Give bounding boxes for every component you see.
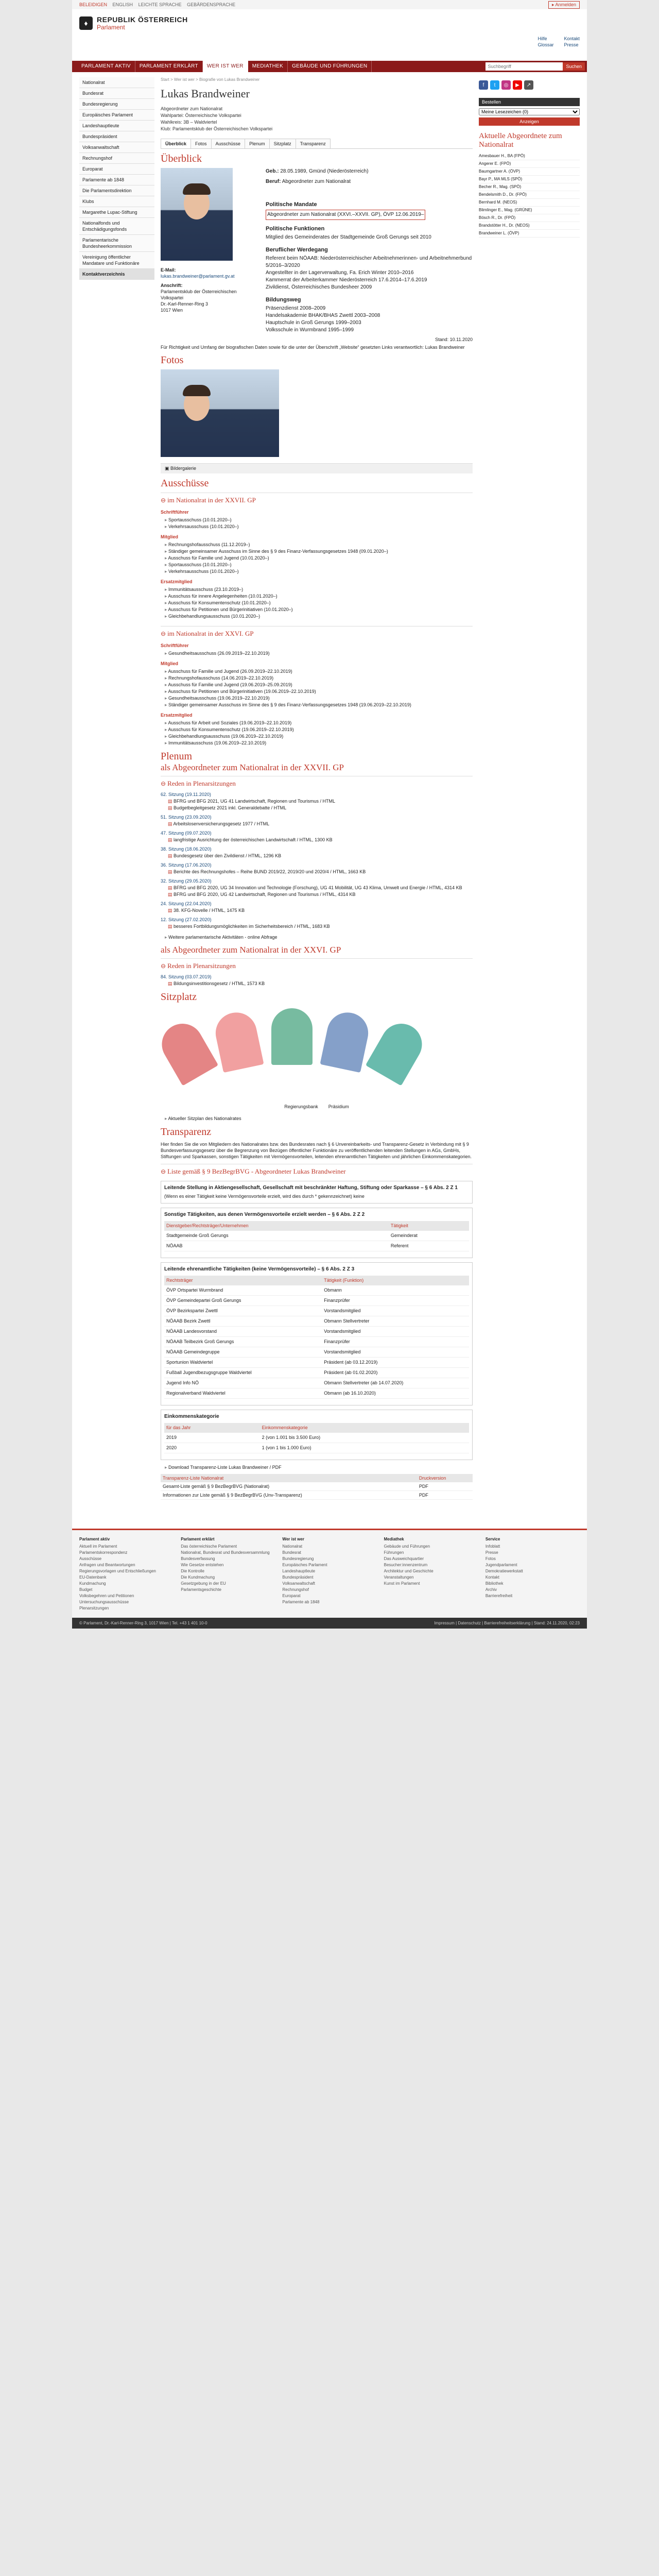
eagle-icon: ♦ xyxy=(79,16,93,30)
seatplan-link[interactable]: ▸ Aktueller Sitzplan des Nationalrates xyxy=(165,1115,473,1122)
cell: Finanzprüfer xyxy=(322,1296,469,1306)
birth-label: Geb.: xyxy=(266,168,279,174)
committee-item[interactable]: ▸ Ausschuss für Konsumentenschutz (10.01.2020–) xyxy=(165,600,473,606)
tab-fotos[interactable]: Fotos xyxy=(190,139,212,148)
functions-value: Mitglied des Gemeinderates der Stadtgemeinde Groß Gerungs seit 2010 xyxy=(266,234,431,240)
speech-doc[interactable]: ▤ Budgetbegleitgesetz 2021 inkl. Generaldebatte / HTML xyxy=(168,805,473,811)
leftnav-item[interactable]: Margarethe Lupac-Stiftung xyxy=(79,207,154,218)
leftnav-item[interactable]: Landeshauptleute xyxy=(79,121,154,131)
committee-item[interactable]: ▸ Ständiger gemeinsamer Ausschuss im Sinne des § 9 des Finanz-Verfassungsgesetzes 1948 (19.06.2019–22.10.2019) xyxy=(165,702,473,708)
session-link[interactable]: 84. Sitzung (03.07.2019) xyxy=(161,974,212,979)
search-input[interactable] xyxy=(485,62,563,71)
footer-link[interactable]: Kontakt xyxy=(485,1575,499,1580)
collapsible-reden[interactable]: ⊖ Reden in Plenarsitzungen xyxy=(161,776,473,789)
nav-wer-ist-wer[interactable]: WER IST WER xyxy=(203,61,248,72)
member-link[interactable]: Bayr P., MA MLS (SPÖ) xyxy=(479,176,580,183)
footer-link[interactable]: Nationalrat xyxy=(282,1544,303,1549)
cell: Fußball Jugendbezugsgruppe Waldviertel xyxy=(164,1368,322,1378)
cell: Regionalverband Waldviertel xyxy=(164,1388,322,1399)
cell: Obmann Stellvertreter xyxy=(322,1316,469,1327)
footer-link[interactable]: Demokratiewerkstatt xyxy=(485,1569,523,1573)
table-row xyxy=(164,1337,469,1347)
footer-column xyxy=(79,1536,174,1612)
footer-link[interactable]: Kunst im Parlament xyxy=(384,1581,420,1586)
leading-positions-box: Leitende Stellung in Aktiengesellschaft, Gesellschaft mit beschränkter Haftung, Stiftung oder Sparkasse – § 6 Abs. 2 Z 1 (Wenn es einer Tätigkeit keine Vermögensvorteile erzielt, wird dies durch * gekennzeichnet) keine xyxy=(161,1181,473,1204)
address-line: 1017 Wien xyxy=(161,308,183,313)
responsibility-note: Für Richtigkeit und Umfang der biografischen Daten sowie für die unter der Überschrift „Website“ gesetzten Links verantwortlich: Lukas Brandweiner xyxy=(161,345,465,350)
table-row: Stadtgemeinde Groß Gerungs Gemeinderat xyxy=(164,1231,469,1241)
committee-item[interactable]: ▸ Verkehrsausschuss (10.01.2020–) xyxy=(165,523,473,530)
footer-heading: Mediathek xyxy=(384,1537,404,1541)
nav-parlament-aktiv[interactable]: PARLAMENT AKTIV xyxy=(77,61,135,72)
footer-link[interactable]: Budget xyxy=(79,1587,93,1592)
seat-plan xyxy=(161,1007,473,1100)
leftnav-item[interactable]: Europarat xyxy=(79,164,154,175)
footer-link[interactable]: Archiv xyxy=(485,1587,497,1592)
role-label: Schriftführer xyxy=(161,643,189,648)
leftnav-item[interactable]: Nationalrat xyxy=(79,77,154,88)
section-title: Transparenz xyxy=(161,1126,212,1138)
cell: Präsident (ab 03.12.2019) xyxy=(322,1358,469,1368)
session-link[interactable]: 38. Sitzung (18.06.2020) xyxy=(161,846,212,852)
member-link[interactable]: Amesbauer H., BA (FPÖ) xyxy=(479,152,580,160)
session-link[interactable]: 32. Sitzung (29.05.2020) xyxy=(161,878,212,884)
seat-block xyxy=(212,1009,264,1073)
speech-doc[interactable]: ▤ langfristige Ausrichtung der österreichischen Landwirtschaft / HTML, 1300 KB xyxy=(168,837,473,843)
footer-link[interactable]: Wie Gesetze entstehen xyxy=(181,1563,224,1567)
role-label: Mitglied xyxy=(161,661,178,666)
session-link[interactable]: 12. Sitzung (27.02.2020) xyxy=(161,917,212,922)
seat-block xyxy=(271,1008,313,1065)
help-link[interactable]: Hilfe xyxy=(537,36,547,41)
collapsible-gp26[interactable]: ⊖ im Nationalrat in der XXVI. GP xyxy=(161,626,473,639)
committee-item[interactable]: ▸ Ausschuss für Petitionen und Bürgerinitiativen (19.06.2019–22.10.2019) xyxy=(165,688,473,695)
section-title: Fotos xyxy=(161,354,184,366)
footer-link[interactable]: Bundesrat xyxy=(282,1550,301,1555)
table-row: 2020 1 (von 1 bis 1.000 Euro) xyxy=(164,1443,469,1453)
session-link[interactable]: 51. Sitzung (23.09.2020) xyxy=(161,815,212,820)
footer-link[interactable]: Bundesregierung xyxy=(282,1556,314,1561)
committee-item[interactable]: ▸ Ausschuss für innere Angelegenheiten (10.01.2020–) xyxy=(165,593,473,600)
footer-link[interactable]: Anfragen und Beantwortungen xyxy=(79,1563,135,1567)
speech-doc[interactable]: ▤ BFRG und BFG 2020, UG 42 Landwirtschaft, Regionen und Tourismus / HTML, 4314 KB xyxy=(168,891,473,898)
leftnav-item[interactable]: Rechnungshof xyxy=(79,153,154,164)
contact-link[interactable]: Kontakt xyxy=(564,36,580,41)
footer-link[interactable]: Besucher:innenzentrum xyxy=(384,1563,428,1567)
email-label: E-Mail: xyxy=(161,267,176,273)
member-link[interactable]: Bösch R., Dr. (FPÖ) xyxy=(479,214,580,222)
committee-item[interactable]: ▸ Sportausschuss (10.01.2020–) xyxy=(165,562,473,568)
tab-ausschuesse[interactable]: Ausschüsse xyxy=(211,139,246,148)
table-row: NÖAAB Referent xyxy=(164,1241,469,1251)
cell: Präsident (ab 01.02.2020) xyxy=(322,1368,469,1378)
logo[interactable] xyxy=(79,15,580,31)
footer-column xyxy=(282,1536,376,1612)
cell: Jugend Info NÖ xyxy=(164,1378,322,1388)
committee-item[interactable]: ▸ Ausschuss für Familie und Jugend (26.09.2019–22.10.2019) xyxy=(165,668,473,675)
leftnav-item[interactable]: Die Parlamentsdirektion xyxy=(79,185,154,196)
cell: NÖAAB Gemeindegruppe xyxy=(164,1347,322,1358)
career-item: Angestellter in der Lagerverwaltung, Fa. Erich Winter 2010–2016 xyxy=(266,270,414,276)
header xyxy=(72,9,587,61)
footer-link[interactable]: Ausschüsse xyxy=(79,1556,102,1561)
table-row xyxy=(164,1316,469,1327)
instagram-icon[interactable]: ◎ xyxy=(501,80,511,90)
education-heading: Bildungsweg xyxy=(266,297,301,303)
footer-link[interactable]: EU-Datenbank xyxy=(79,1575,107,1580)
member-link[interactable]: Blimlinger E., Mag. (GRÜNE) xyxy=(479,207,580,214)
education-item: Präsenzdienst 2008–2009 xyxy=(266,306,326,311)
footer-link[interactable]: Europarat xyxy=(282,1594,301,1598)
footer-link[interactable]: Plenarsitzungen xyxy=(79,1606,109,1611)
tab-ueberblick[interactable]: Überblick xyxy=(161,139,191,148)
tab-sitzplatz[interactable]: Sitzplatz xyxy=(269,139,296,148)
cell: NÖAAB Landesvorstand xyxy=(164,1327,322,1337)
seat-block xyxy=(366,1016,429,1086)
footer-link[interactable]: Rechnungshof xyxy=(282,1587,309,1592)
career-item: Referent beim NÖAAB: Niederösterreichischer Arbeitnehmerinnen- und Arbeitnehmerbund 5/2016–3/2020 xyxy=(266,256,472,268)
seat-block xyxy=(320,1009,372,1073)
leftnav-item[interactable]: Kontaktverzeichnis xyxy=(79,269,154,280)
logo-title: REPUBLIK ÖSTERREICH xyxy=(97,15,188,24)
cell: Vorstandsmitglied xyxy=(322,1327,469,1337)
stand-date: Stand: 10.11.2020 xyxy=(435,337,473,342)
footer-link[interactable]: Die Kundmachung xyxy=(181,1575,215,1580)
committee-item[interactable]: ▸ Verkehrsausschuss (10.01.2020–) xyxy=(165,568,473,575)
table-row xyxy=(164,1378,469,1388)
committee-item[interactable]: ▸ Ausschuss für Arbeit und Soziales (19.06.2019–22.10.2019) xyxy=(165,720,473,726)
utility-links xyxy=(79,2,239,7)
cell: ÖVP Gemeindepartei Groß Gerungs xyxy=(164,1296,322,1306)
footer-link[interactable]: Volksanwaltschaft xyxy=(282,1581,315,1586)
footer-heading: Wer ist wer xyxy=(282,1537,304,1541)
career-heading: Beruflicher Werdegang xyxy=(266,247,328,253)
section-title: Überblick xyxy=(161,153,202,164)
section-title: Ausschüsse xyxy=(161,478,209,489)
member-meta xyxy=(161,106,473,132)
search xyxy=(485,62,587,71)
cell: NÖAAB Bezirk Zwettl xyxy=(164,1316,322,1327)
member-link[interactable]: Brandweiner L. (ÖVP) xyxy=(479,230,580,238)
footer-link[interactable]: Fotos xyxy=(485,1556,496,1561)
share-icon[interactable]: ↗ xyxy=(524,80,533,90)
leftnav-item[interactable]: Europäisches Parlament xyxy=(79,110,154,121)
birth-value: 28.05.1989, Gmünd (Niederösterreich) xyxy=(280,168,369,174)
committee-item[interactable]: ▸ Gesundheitsausschuss (26.09.2019–22.10.2019) xyxy=(165,650,473,657)
login-icon: ▸ xyxy=(551,2,556,7)
footer-link[interactable]: Presse xyxy=(485,1550,498,1555)
collapsible-reden-26[interactable]: ⊖ Reden in Plenarsitzungen xyxy=(161,958,473,971)
cell: Finanzprüfer xyxy=(322,1337,469,1347)
footer-column xyxy=(384,1536,478,1612)
leftnav-item[interactable]: Bundespräsident xyxy=(79,131,154,142)
facebook-icon[interactable]: f xyxy=(479,80,488,90)
image-icon: ▣ xyxy=(165,466,171,471)
cell: ÖVP Bezirkspartei Zwettl xyxy=(164,1306,322,1316)
footer-link[interactable]: Untersuchungsausschüsse xyxy=(79,1600,129,1604)
collapsible-gp27[interactable]: ⊖ im Nationalrat in der XXVII. GP xyxy=(161,493,473,505)
table-row: Informationen zur Liste gemäß § 9 BezBegrBVG (Unv-Transparenz) PDF xyxy=(161,1491,473,1500)
table-row xyxy=(164,1327,469,1337)
tabs xyxy=(161,139,473,149)
career-item: Kammerrat der Arbeiterkammer Niederösterreich 17.6.2014–17.6.2019 xyxy=(266,277,427,283)
search-button[interactable]: Suchen xyxy=(563,62,585,71)
cell: Obmann (ab 16.10.2020) xyxy=(322,1388,469,1399)
seat-block xyxy=(154,1016,218,1086)
member-link[interactable]: Bendelsmith D., Dr. (FPÖ) xyxy=(479,191,580,199)
main-nav xyxy=(72,61,587,72)
glossary-link[interactable]: Glossar xyxy=(537,42,554,47)
speech-doc[interactable]: ▤ BFRG und BFG 2021, UG 41 Landwirtschaft, Regionen und Tourismus / HTML xyxy=(168,798,473,805)
committee-item[interactable]: ▸ Ausschuss für Familie und Jugend (19.06.2019–25.09.2019) xyxy=(165,682,473,688)
speech-doc[interactable]: ▤ 38. KFG-Novelle / HTML, 1475 KB xyxy=(168,907,473,914)
portrait-photo xyxy=(161,168,233,261)
cell: ÖVP Ortspartei Wurmbrand xyxy=(164,1285,322,1296)
breadcrumb: Start > Wer ist wer > Biografie von Lukas Brandweiner xyxy=(161,77,260,82)
footer-link[interactable]: Parlamente ab 1848 xyxy=(282,1600,320,1604)
footer-link[interactable]: Landeshauptleute xyxy=(282,1569,316,1573)
session-link[interactable]: 24. Sitzung (22.04.2020) xyxy=(161,901,212,906)
speech-doc[interactable]: ▤ Bildungsinvestitionsgesetz / HTML, 1573 KB xyxy=(168,980,473,987)
footer-link[interactable]: Gesetzgebung in der EU xyxy=(181,1581,226,1586)
press-link[interactable]: Presse xyxy=(564,42,579,47)
functions-heading: Politische Funktionen xyxy=(266,226,325,232)
footer-link[interactable]: Architektur und Geschichte xyxy=(384,1569,433,1573)
footer-link[interactable]: Bibliothek xyxy=(485,1581,504,1586)
job-value: Abgeordneter zum Nationalrat xyxy=(282,179,351,184)
table-row xyxy=(164,1296,469,1306)
footer-link[interactable]: Parlamentsgeschichte xyxy=(181,1587,221,1592)
committee-item[interactable]: ▸ Immunitätsausschuss (19.06.2019–22.10.2019) xyxy=(165,740,473,747)
footer-link[interactable]: Die Kontrolle xyxy=(181,1569,205,1573)
right-sidebar xyxy=(479,72,587,238)
cell: Sportunion Waldviertel xyxy=(164,1358,322,1368)
nav-parlament-erklaert[interactable]: PARLAMENT ERKLÄRT xyxy=(135,61,203,72)
committee-item[interactable]: ▸ Gleichbehandlungsausschuss (19.06.2019–22.10.2019) xyxy=(165,733,473,740)
social-icons xyxy=(479,80,580,90)
footer-heading: Parlament erklärt xyxy=(181,1537,215,1541)
role-label: Ersatzmitglied xyxy=(161,579,193,584)
session-link[interactable]: 36. Sitzung (17.06.2020) xyxy=(161,862,212,868)
footer-column xyxy=(485,1536,580,1612)
government-bench-label: Regierungsbank xyxy=(284,1104,318,1109)
member-link[interactable]: Angerer E. (FPÖ) xyxy=(479,160,580,168)
leftnav-item[interactable]: Volksanwaltschaft xyxy=(79,142,154,153)
leftnav-item[interactable]: Bundesregierung xyxy=(79,99,154,110)
gallery-photo[interactable] xyxy=(161,369,279,457)
session-list xyxy=(161,792,473,930)
committee-item[interactable]: ▸ Rechnungshofausschuss (11.12.2019–) xyxy=(165,541,473,548)
table-row xyxy=(164,1306,469,1316)
tab-plenum[interactable]: Plenum xyxy=(245,139,270,148)
member-link[interactable]: Brandstötter H., Dr. (NEOS) xyxy=(479,222,580,230)
role-label: Ersatzmitglied xyxy=(161,713,193,718)
footer-link[interactable]: Das österreichische Parlament xyxy=(181,1544,237,1549)
committee-item[interactable]: ▸ Ausschuss für Petitionen und Bürgerinitiativen (10.01.2020–) xyxy=(165,606,473,613)
footer-link[interactable]: Bundesverfassung xyxy=(181,1556,215,1561)
footer-link[interactable]: Barrierefreiheit xyxy=(485,1594,513,1598)
committee-item[interactable]: ▸ Gleichbehandlungsausschuss (10.01.2020–) xyxy=(165,613,473,620)
honorary-activities-box: Leitende ehrenamtliche Tätigkeiten (keine Vermögensvorteile) – § 6 Abs. 2 Z 3 Rechtsträger Tätigkeit (Funktion) ÖVP Ortspartei Wurmbrand Obmann ÖVP Gemeindepartei Groß Gerungs Finanzprüfer ÖVP Bezirkspartei Zwettl Vorstandsmitglied NÖAAB Bezirk Zwettl Obmann Stellvertreter NÖAAB Landesvorstand Vorstandsmitglied NÖAAB Teilbezirk Groß Gerungs Finanzprüfer NÖAAB Gemeindegruppe Vorstandsmitglied Sportunion Waldviertel Präsident (ab 03.12.2019) Fußball Jugendbezugsgruppe Waldviertel Präsident (ab 01.02.2020) Jugend Info NÖ Obmann Stellvertreter (ab 14.07.2020) Regionalverband Waldviertel Obmann (ab 16.10.2020) xyxy=(161,1262,473,1405)
committee-item[interactable]: ▸ Gesundheitsausschuss (19.06.2019–22.10.2019) xyxy=(165,695,473,702)
speech-doc[interactable]: ▤ besseres Fortbildungsmöglichkeiten im Sicherheitsbereich / HTML, 1683 KB xyxy=(168,923,473,930)
member-link[interactable]: Becher R., Mag. (SPÖ) xyxy=(479,183,580,191)
session-link[interactable]: 47. Sitzung (09.07.2020) xyxy=(161,831,212,836)
leftnav-item[interactable]: Parlamentarische Bundesheerkommission xyxy=(79,235,154,252)
footer-link[interactable]: Regierungsvorlagen und Entschließungen xyxy=(79,1569,156,1573)
page xyxy=(72,0,587,1629)
footer-link[interactable]: Das Ausweichquartier xyxy=(384,1556,424,1561)
sidebar-title: Aktuelle Abgeordnete zum Nationalrat xyxy=(479,132,562,149)
footer-link[interactable]: Volksbegehren und Petitionen xyxy=(79,1594,134,1598)
footer-link[interactable]: Gebäude und Führungen xyxy=(384,1544,430,1549)
header-links xyxy=(537,36,580,47)
leftnav-item[interactable]: Klubs xyxy=(79,196,154,207)
address-line: Dr.-Karl-Renner-Ring 3 xyxy=(161,301,209,307)
show-button[interactable]: Anzeigen xyxy=(479,117,580,126)
download-link[interactable]: ▸ Download Transparenz-Liste Lukas Brandweiner / PDF xyxy=(165,1464,473,1471)
cell: Obmann Stellvertreter (ab 14.07.2020) xyxy=(322,1378,469,1388)
cell: Obmann xyxy=(322,1285,469,1296)
youtube-icon[interactable]: ▶ xyxy=(513,80,522,90)
cell: Vorstandsmitglied xyxy=(322,1306,469,1316)
committee-item[interactable]: ▸ Ständiger gemeinsamer Ausschuss im Sinne des § 9 des Finanz-Verfassungsgesetzes 1948 (09.01.2020–) xyxy=(165,548,473,555)
footer-link[interactable]: Europäisches Parlament xyxy=(282,1563,327,1567)
footer-column xyxy=(181,1536,275,1612)
footer-link[interactable]: Bundespräsident xyxy=(282,1575,314,1580)
career-item: Zivildienst, Österreichisches Bundesheer 2009 xyxy=(266,284,372,290)
footer-link[interactable]: Kundmachung xyxy=(79,1581,106,1586)
speech-doc[interactable]: ▤ Arbeitslosenversicherungsgesetz 1977 / HTML xyxy=(168,821,473,827)
footer-heading: Parlament aktiv xyxy=(79,1537,110,1541)
other-activities-box: Sonstige Tätigkeiten, aus denen Vermögensvorteile erzielt werden – § 6 Abs. 2 Z 2 Dienstgeber/Rechtsträger/Unternehmen Tätigkeit Stadtgemeinde Groß Gerungs Gemeinderat NÖAAB Referent xyxy=(161,1208,473,1258)
committee-item[interactable]: ▸ Ausschuss für Familie und Jugend (10.01.2020–) xyxy=(165,555,473,562)
meta-line: Abgeordneter zum Nationalrat xyxy=(161,106,223,111)
twitter-icon[interactable]: t xyxy=(490,80,499,90)
more-activities-link[interactable]: ▸ Weitere parlamentarische Aktivitäten - online Abfrage xyxy=(165,934,473,941)
presidium-label: Präsidium xyxy=(328,1104,349,1109)
collapsible-liste[interactable]: ⊖ Liste gemäß § 9 BezBegrBVG - Abgeordneter Lukas Brandweiner xyxy=(161,1164,473,1177)
address-line: Parlamentsklub der Österreichischen Volkspartei xyxy=(161,289,237,300)
meta-line: Wahlpartei: Österreichische Volkspartei xyxy=(161,113,241,118)
tab-transparenz[interactable]: Transparenz xyxy=(296,139,331,148)
meta-line: Klub: Parlamentsklub der Österreichischen Volkspartei xyxy=(161,126,273,131)
leftnav-item[interactable]: Vereinigung öffentlicher Mandatare und Funktionäre xyxy=(79,252,154,269)
role-label: Schriftführer xyxy=(161,510,189,515)
cell: Vorstandsmitglied xyxy=(322,1347,469,1358)
leftnav-item[interactable]: Nationalfonds und Entschädigungsfonds xyxy=(79,218,154,235)
table-row xyxy=(164,1388,469,1399)
footer-link[interactable]: Jugendparlament xyxy=(485,1563,517,1567)
member-link[interactable]: Baumgartner A. (ÖVP) xyxy=(479,168,580,176)
education-item: Volksschule in Wurmbrand 1995–1999 xyxy=(266,327,354,333)
committee-item[interactable]: ▸ Immunitätsausschuss (23.10.2019–) xyxy=(165,586,473,593)
utility-link[interactable]: ENGLISH xyxy=(112,2,133,7)
footer-link[interactable]: Aktuell im Parlament xyxy=(79,1544,117,1549)
bookmark-box: Bestellen Meine Lesezeichen (0) Anzeigen xyxy=(479,98,580,126)
mandate-heading: Politische Mandate xyxy=(266,201,317,208)
main-content xyxy=(154,72,479,1508)
page-title: Lukas Brandweiner xyxy=(161,87,250,100)
member-list xyxy=(479,152,580,238)
speech-doc[interactable]: ▤ Bundesgesetz über den Zivildienst / HTML, 1296 KB xyxy=(168,853,473,859)
speech-doc[interactable]: ▤ BFRG und BFG 2020, UG 34 Innovation und Technologie (Forschung), UG 41 Mobilität, UG 43 Klima, Umwelt und Energie / HTML, 4314 KB xyxy=(168,885,473,891)
section-title: Sitzplatz xyxy=(161,991,197,1003)
utility-bar xyxy=(72,0,587,9)
education-item: Handelsakademie BHAK/BHAS Zwettl 2003–2008 xyxy=(266,313,380,318)
committee-item[interactable]: ▸ Ausschuss für Konsumentenschutz (19.06.2019–22.10.2019) xyxy=(165,726,473,733)
honorary-table: Rechtsträger Tätigkeit (Funktion) ÖVP Ortspartei Wurmbrand Obmann ÖVP Gemeindepartei Groß Gerungs Finanzprüfer ÖVP Bezirkspartei Zwettl Vorstandsmitglied NÖAAB Bezirk Zwettl Obmann Stellvertreter NÖAAB Landesvorstand Vorstandsmitglied NÖAAB Teilbezirk Groß Gerungs Finanzprüfer NÖAAB Gemeindegruppe Vorstandsmitglied Sportunion Waldviertel Präsident (ab 03.12.2019) Fußball Jugendbezugsgruppe Waldviertel Präsident (ab 01.02.2020) Jugend Info NÖ Obmann Stellvertreter (ab 14.07.2020) Regionalverband Waldviertel Obmann (ab 16.10.2020) xyxy=(164,1276,469,1399)
utility-link[interactable]: LEICHTE SPRACHE xyxy=(138,2,182,7)
leftnav-item[interactable]: Parlamente ab 1848 xyxy=(79,175,154,185)
download-table: Transparenz-Liste Nationalrat Druckversion Gesamt-Liste gemäß § 9 BezBegrBVG (Nationalrat) PDF Informationen zur Liste gemäß § 9 BezBegrBVG (Unv-Transparenz) PDF xyxy=(161,1474,473,1500)
transparency-text: Hier finden Sie die von Mitgliedern des Nationalrates bzw. des Bundesrates nach § 6 Unvereinbarkeits- und Transparenz-Gesetz in Verbindung mit § 9 Bundesverfassungsgesetz über die Begrenzung von Bezügen öffentlicher Funktionäre zu veröffentlichenden leitenden Stellungen in AGs, GmbHs, Stiftungen und Sparkassen, sonstigen Tätigkeiten mit Vermögensvorteilen, leitenden ehrenamtlichen Tätigkeiten und jährlichen Einkommenskategorien. xyxy=(161,1142,472,1159)
session-link[interactable]: 62. Sitzung (19.11.2020) xyxy=(161,792,211,797)
income-box: Einkommenskategorie für das Jahr Einkommenskategorie 2019 2 (von 1.001 bis 3.500 Euro) 2020 1 (von 1 bis 1.000 Euro) xyxy=(161,1410,473,1460)
committee-item[interactable]: ▸ Sportausschuss (10.01.2020–) xyxy=(165,517,473,523)
footer-link[interactable]: Nationalrat, Bundesrat und Bundesversammlung xyxy=(181,1550,270,1555)
footer-link[interactable]: Führungen xyxy=(384,1550,404,1555)
leftnav-item[interactable]: Bundesrat xyxy=(79,88,154,99)
logo-sub: Parlament xyxy=(97,24,125,31)
footer-link[interactable]: Veranstaltungen xyxy=(384,1575,414,1580)
table-row: Gesamt-Liste gemäß § 9 BezBegrBVG (Nationalrat) PDF xyxy=(161,1482,473,1491)
bookmark-select[interactable] xyxy=(479,108,580,115)
role-label: Mitglied xyxy=(161,534,178,539)
left-nav xyxy=(72,72,154,280)
meta-line: Wahlkreis: 3B – Waldviertel xyxy=(161,120,217,125)
table-row: 2019 2 (von 1.001 bis 3.500 Euro) xyxy=(164,1433,469,1443)
seat-legend xyxy=(161,1104,473,1109)
footer-link[interactable]: Parlamentskorrespondenz xyxy=(79,1550,128,1555)
nav-mediathek[interactable]: MEDIATHEK xyxy=(248,61,288,72)
footer-heading: Service xyxy=(485,1537,500,1541)
gallery-link[interactable]: ▣ Bildergalerie xyxy=(161,463,473,473)
table-row xyxy=(164,1368,469,1378)
bottom-bar: © Parlament, Dr.-Karl-Renner-Ring 3, 1017 Wien | Tel. +43 1 401 10-0 Impressum | Datenschutz | Barrierefreiheitserklärung | Stand: 24.11.2020, 02:23 xyxy=(72,1618,587,1629)
section-subtitle: als Abgeordneter zum Nationalrat in der XXVI. GP xyxy=(161,945,341,955)
nav-gebaeude[interactable]: GEBÄUDE UND FÜHRUNGEN xyxy=(288,61,372,72)
login-link[interactable]: ▸ Anmelden xyxy=(548,1,580,9)
section-title: Plenum als Abgeordneter zum Nationalrat in der XXVII. GP xyxy=(161,751,344,772)
cell: NÖAAB Teilbezirk Groß Gerungs xyxy=(164,1337,322,1347)
utility-link[interactable]: GEBÄRDENSPRACHE xyxy=(187,2,236,7)
committee-item[interactable]: ▸ Rechnungshofausschuss (14.06.2019–22.10.2019) xyxy=(165,675,473,682)
footer xyxy=(72,1529,587,1618)
address-label: Anschrift: xyxy=(161,283,183,288)
table-row xyxy=(164,1358,469,1368)
education-item: Hauptschule in Groß Gerungs 1999–2003 xyxy=(266,320,361,326)
speech-doc[interactable]: ▤ Berichte des Rechnungshofes – Reihe BUND 2019/22, 2019/20 und 2020/4 / HTML, 1663 KB xyxy=(168,869,473,875)
member-link[interactable]: Bernhard M. (NEOS) xyxy=(479,199,580,207)
mandate-value: Abgeordneter zum Nationalrat (XXVI.–XXVII. GP), ÖVP 12.06.2019– xyxy=(266,210,425,220)
footer-link[interactable]: Infoblatt xyxy=(485,1544,500,1549)
email-link[interactable]: lukas.brandweiner@parlament.gv.at xyxy=(161,274,235,279)
table-row xyxy=(164,1347,469,1358)
utility-link[interactable]: BELEIDIGEN xyxy=(79,2,108,7)
table-row xyxy=(164,1285,469,1296)
job-label: Beruf: xyxy=(266,179,281,184)
